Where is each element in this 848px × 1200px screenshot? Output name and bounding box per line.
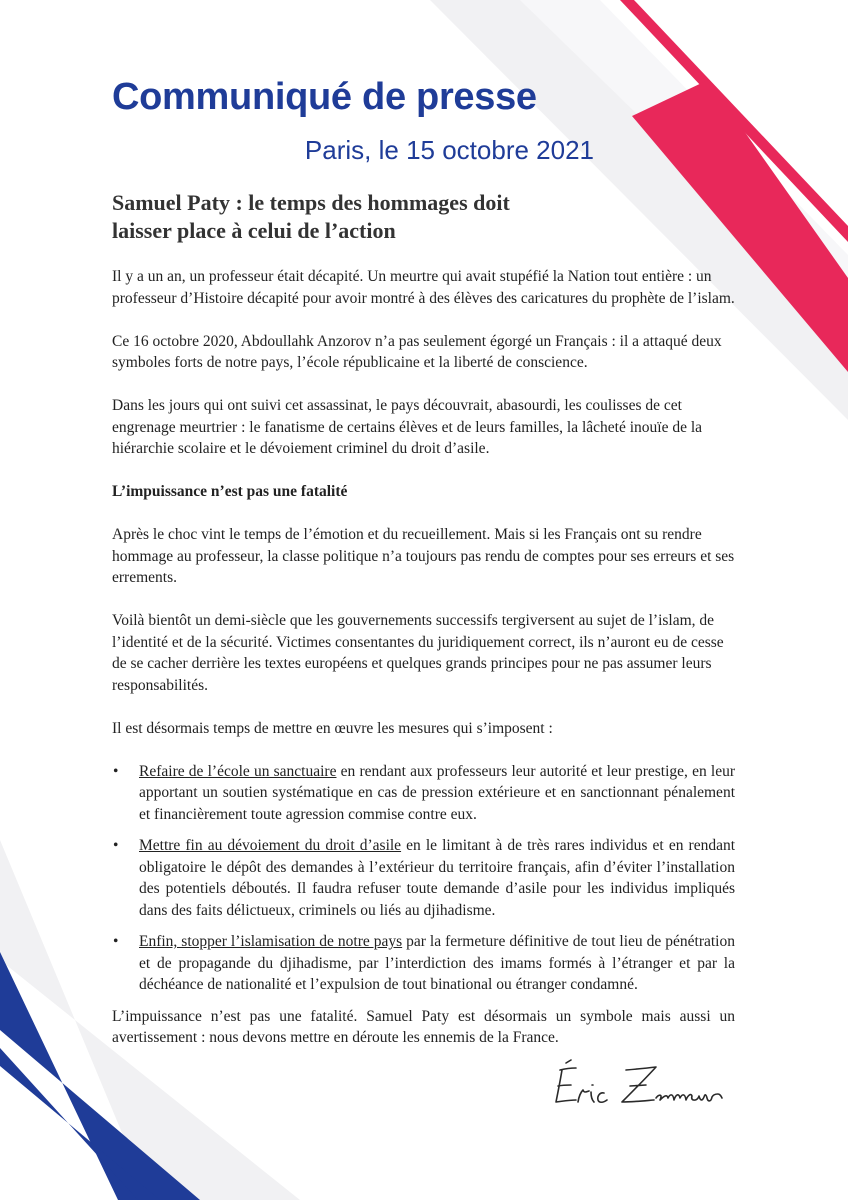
- paragraph: Il est désormais temps de mettre en œuvre les mesures qui s’imposent :: [112, 719, 553, 737]
- closing-paragraph: L’impuissance n’est pas une fatalité. Samuel Paty est désormais un symbole mais aussi un avertissement : nous devons mettre en déroute les ennemis de la France.: [112, 1007, 735, 1046]
- list-item-text: par la fermeture définitive de tout lieu de pénétration et de propagande du djihadisme, par l’interdiction des imams formés à l’étranger et par la déchéance de nationalité et l’expulsion de tout binational ou étranger condamné.: [139, 933, 735, 993]
- subheading: L’impuissance n’est pas une fatalité: [112, 483, 348, 500]
- list-item-lead: Refaire de l’école un sanctuaire: [139, 762, 337, 780]
- paragraph: Après le choc vint le temps de l’émotion et du recueillement. Mais si les Français ont su rendre hommage au professeur, la classe politique n’a toujours pas rendu de comptes pour ses erreurs et ses errements.: [112, 526, 735, 586]
- bullet-icon: •: [113, 837, 119, 854]
- paragraph: Il y a un an, un professeur était décapité. Un meurtre qui avait stupéfié la Nation tout entière : un professeur d’Histoire décapité pour avoir montré à des élèves des caricatures du prophète de l’islam.: [112, 268, 735, 307]
- bullet-icon: •: [113, 762, 119, 780]
- measures-list: [112, 761, 735, 996]
- paragraph: Dans les jours qui ont suivi cet assassinat, le pays découvrait, abasourdi, les coulisses de cet engrenage meurtrier : le fanatisme de certains élèves et de leurs familles, la lâcheté inouïe de la hiérarchie scolaire et le dévoiement criminel du droit d’asile.: [112, 397, 703, 457]
- signature: [546, 1058, 746, 1118]
- paragraph: Voilà bientôt un demi-siècle que les gouvernements successifs tergiversent au sujet de l’islam, de l’identité et de la sécurité. Victimes consentantes du juridiquement correct, ils n’auront eu de cesse de se cacher derrière les textes européens et quelques grands principes pour ne pas assumer leurs responsabilités.: [112, 612, 724, 694]
- list-item-lead: Mettre fin au dévoiement du droit d’asile: [139, 837, 402, 854]
- headline-line-2: laisser place à celui de l’action: [112, 218, 396, 243]
- headline: [112, 189, 612, 245]
- list-item: [112, 931, 735, 996]
- page-title: Communiqué de presse: [112, 76, 537, 118]
- list-item-text: en rendant aux professeurs leur autorité et leur prestige, en leur apportant un soutien systématique en cas de pression extérieure et en sanctionnant pénalement et financièrement toute agression commise contre eux.: [139, 762, 736, 823]
- list-item: [112, 835, 735, 921]
- list-item: [112, 761, 735, 826]
- dateline: Paris, le 15 octobre 2021: [304, 135, 594, 165]
- list-item-lead: Enfin, stopper l’islamisation de notre pays: [139, 933, 403, 950]
- paragraph: Ce 16 octobre 2020, Abdoullahk Anzorov n’a pas seulement égorgé un Français : il a attaqué deux symboles forts de notre pays, l’école républicaine et la liberté de conscience.: [112, 332, 722, 371]
- bullet-icon: •: [113, 933, 119, 950]
- list-item-text: en le limitant à de très rares individus et en rendant obligatoire le dépôt des demandes à l’extérieur du territoire français, afin d’éviter l’installation des potentiels déboutés. Il faudra refuser toute demande d’asile pour les individus impliqués dans des faits délictueux, criminels ou liés au djihadisme.: [139, 837, 736, 919]
- headline-line-1: Samuel Paty : le temps des hommages doit: [112, 190, 510, 215]
- body-text: [112, 266, 735, 1070]
